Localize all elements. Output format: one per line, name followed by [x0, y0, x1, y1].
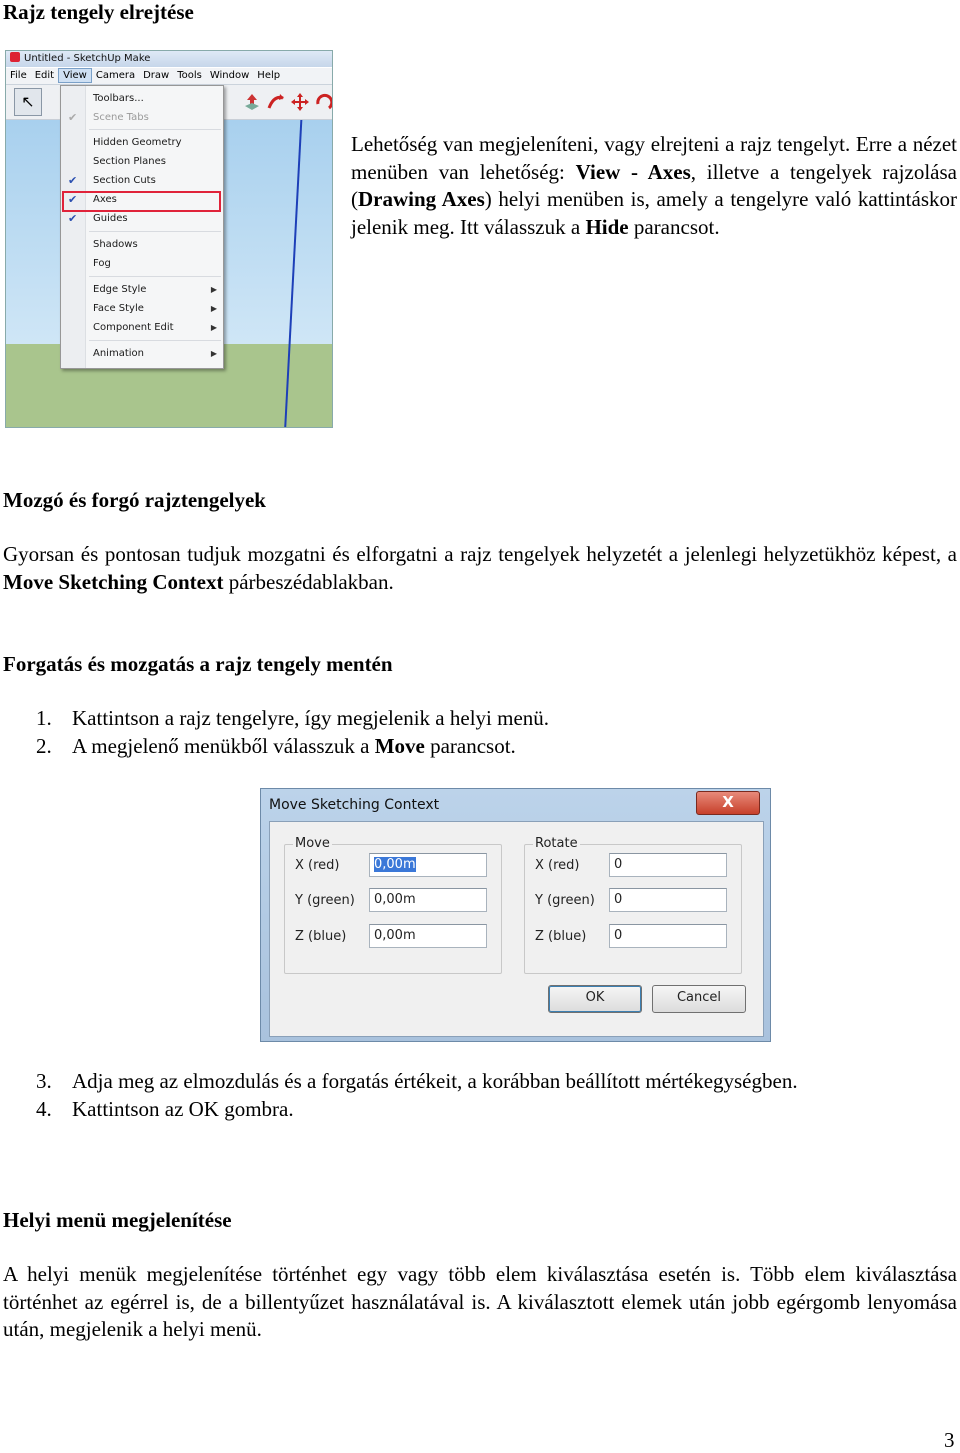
list-number: 2.: [36, 734, 52, 758]
submenu-arrow-icon: ▶: [210, 285, 217, 294]
submenu-arrow-icon: ▶: [210, 349, 217, 358]
rotate-z-input[interactable]: 0: [609, 924, 727, 948]
list-item-run: Move: [374, 734, 425, 758]
move-y-input[interactable]: 0,00m: [369, 888, 487, 912]
list-item-run: parancsot.: [424, 734, 516, 758]
list-item: [36, 734, 516, 759]
page-number: 3: [944, 1428, 955, 1452]
menu-item-edge-style[interactable]: Edge Style: [93, 284, 147, 295]
rotate-group: [524, 836, 742, 974]
hide-axes-text-run: Lehetőség van megjeleníteni, vagy elrejteni a rajz tengelyt. Erre a nézet menüben van lehetőség:: [351, 132, 957, 184]
list-item-run: Adja meg az elmozdulás és a forgatás értékeit, a korábban beállított mértékegységben.: [72, 1069, 798, 1093]
moving-axes-text-run: párbeszédablakban.: [223, 569, 394, 594]
menu-window[interactable]: Window: [209, 70, 250, 81]
hide-axes-text-run: parancsot.: [628, 214, 720, 239]
rotate-z-label: Z (blue): [535, 929, 587, 944]
hide-axes-text-run: , illetve a tengelyek rajzolása (: [351, 159, 957, 211]
moving-axes-text-run: Gyorsan és pontosan tudjuk mozgatni és elforgatni a rajz tengelyek helyzetét a jelenlegi helyzetükhöz képest, a: [3, 542, 957, 566]
list-item: [36, 706, 549, 731]
move-z-input[interactable]: 0,00m: [369, 924, 487, 948]
list-item-run: A megjelenő menükből válasszuk a: [72, 734, 375, 758]
menu-view[interactable]: View: [58, 68, 92, 83]
rotate-y-input[interactable]: 0: [609, 888, 727, 912]
menu-item-toolbars[interactable]: Toolbars...: [93, 93, 144, 104]
moving-axes-text-run: Move Sketching Context: [3, 569, 224, 594]
checkmark-icon: ✔: [68, 212, 78, 225]
move-sketching-context-dialog: [260, 788, 771, 1042]
menu-separator: [89, 129, 221, 130]
cancel-button[interactable]: Cancel: [652, 985, 746, 1013]
menu-separator: [89, 231, 221, 232]
checkmark-icon: ✔: [68, 174, 78, 187]
move-y-label: Y (green): [295, 893, 355, 908]
follow-me-icon[interactable]: [266, 92, 286, 112]
context-menu-text-run: A helyi menük megjelenítése történhet egy vagy több elem kiválasztása esetén is. Több elem kiválasztása történhet az egérrel is, de a billentyűzet használatával is. A kiválasztott elemek után jobb egérgomb lenyomása után, megjelenik a helyi menü.: [3, 1262, 957, 1341]
push-pull-icon[interactable]: [242, 92, 262, 112]
hide-axes-text-run: Hide: [585, 214, 629, 239]
move-group-label: Move: [295, 836, 330, 851]
menu-edit[interactable]: Edit: [34, 70, 55, 81]
move-x-label: X (red): [295, 858, 340, 873]
menu-item-component-edit[interactable]: Component Edit: [93, 322, 174, 333]
menu-item-animation[interactable]: Animation: [93, 348, 144, 359]
menu-item-section-cuts[interactable]: Section Cuts: [93, 175, 156, 186]
list-number: 4.: [36, 1097, 52, 1121]
list-number: 1.: [36, 706, 52, 730]
menu-item-scene-tabs[interactable]: Scene Tabs: [93, 112, 149, 123]
sketchup-screenshot: [5, 50, 333, 428]
list-item-run: Kattintson a rajz tengelyre, így megjelenik a helyi menü.: [72, 706, 550, 730]
menu-camera[interactable]: Camera: [95, 70, 136, 81]
heading-hide-axes: Rajz tengely elrejtése: [3, 0, 194, 24]
move-group: [284, 836, 502, 974]
hide-axes-paragraph: [351, 131, 957, 241]
close-button[interactable]: X: [696, 791, 760, 815]
hide-axes-text-run: ) helyi menüben is, amely a tengelyre való kattintáskor jelenik meg. Itt válasszuk a: [351, 187, 957, 239]
heading-context-menu: Helyi menü megjelenítése: [3, 1208, 232, 1232]
menu-separator: [89, 340, 221, 341]
sketchup-logo-icon: [10, 52, 20, 62]
menu-help[interactable]: Help: [257, 70, 281, 81]
checkmark-icon: ✔: [68, 111, 78, 124]
menu-item-shadows[interactable]: Shadows: [93, 239, 138, 250]
dialog-body: [269, 821, 764, 1037]
moving-axes-paragraph: [3, 541, 957, 596]
ok-button[interactable]: OK: [548, 985, 642, 1013]
checkmark-icon: ✔: [68, 193, 78, 206]
menu-item-hidden-geometry[interactable]: Hidden Geometry: [93, 137, 182, 148]
menu-separator: [89, 276, 221, 277]
menu-draw[interactable]: Draw: [143, 70, 170, 81]
menu-tools[interactable]: Tools: [177, 70, 202, 81]
hide-axes-text-run: Drawing Axes: [358, 187, 485, 211]
rotate-group-label: Rotate: [535, 836, 578, 851]
menu-item-guides[interactable]: Guides: [93, 213, 128, 224]
menu-file[interactable]: File: [10, 70, 27, 81]
window-titlebar: [6, 51, 332, 67]
rotate-icon[interactable]: [314, 92, 333, 112]
menu-item-axes[interactable]: Axes: [93, 194, 117, 205]
view-menu-dropdown: [60, 85, 224, 369]
window-title: Untitled - SketchUp Make: [24, 53, 151, 64]
rotate-x-label: X (red): [535, 858, 580, 873]
list-item-run: Kattintson az OK gombra.: [72, 1097, 294, 1121]
move-z-label: Z (blue): [295, 929, 347, 944]
rotate-y-label: Y (green): [535, 893, 595, 908]
menu-item-section-planes[interactable]: Section Planes: [93, 156, 166, 167]
menu-item-fog[interactable]: Fog: [93, 258, 111, 269]
menu-item-face-style[interactable]: Face Style: [93, 303, 144, 314]
move-icon[interactable]: [290, 92, 310, 112]
select-arrow-icon[interactable]: ↖: [14, 88, 42, 116]
list-number: 3.: [36, 1069, 52, 1093]
rotate-x-input[interactable]: 0: [609, 853, 727, 877]
axes-highlight-box: [62, 191, 221, 212]
menubar: [6, 68, 332, 85]
submenu-arrow-icon: ▶: [210, 323, 217, 332]
heading-moving-axes: Mozgó és forgó rajztengelyek: [3, 488, 266, 512]
submenu-arrow-icon: ▶: [210, 304, 217, 313]
list-item: [36, 1097, 294, 1122]
context-menu-paragraph: [3, 1261, 957, 1344]
move-x-input[interactable]: 0,00m: [369, 853, 487, 877]
heading-rotate-move: Forgatás és mozgatás a rajz tengely mentén: [3, 652, 393, 676]
dialog-title: Move Sketching Context: [269, 797, 440, 813]
list-item: [36, 1069, 798, 1094]
hide-axes-text-run: View - Axes: [575, 159, 691, 184]
